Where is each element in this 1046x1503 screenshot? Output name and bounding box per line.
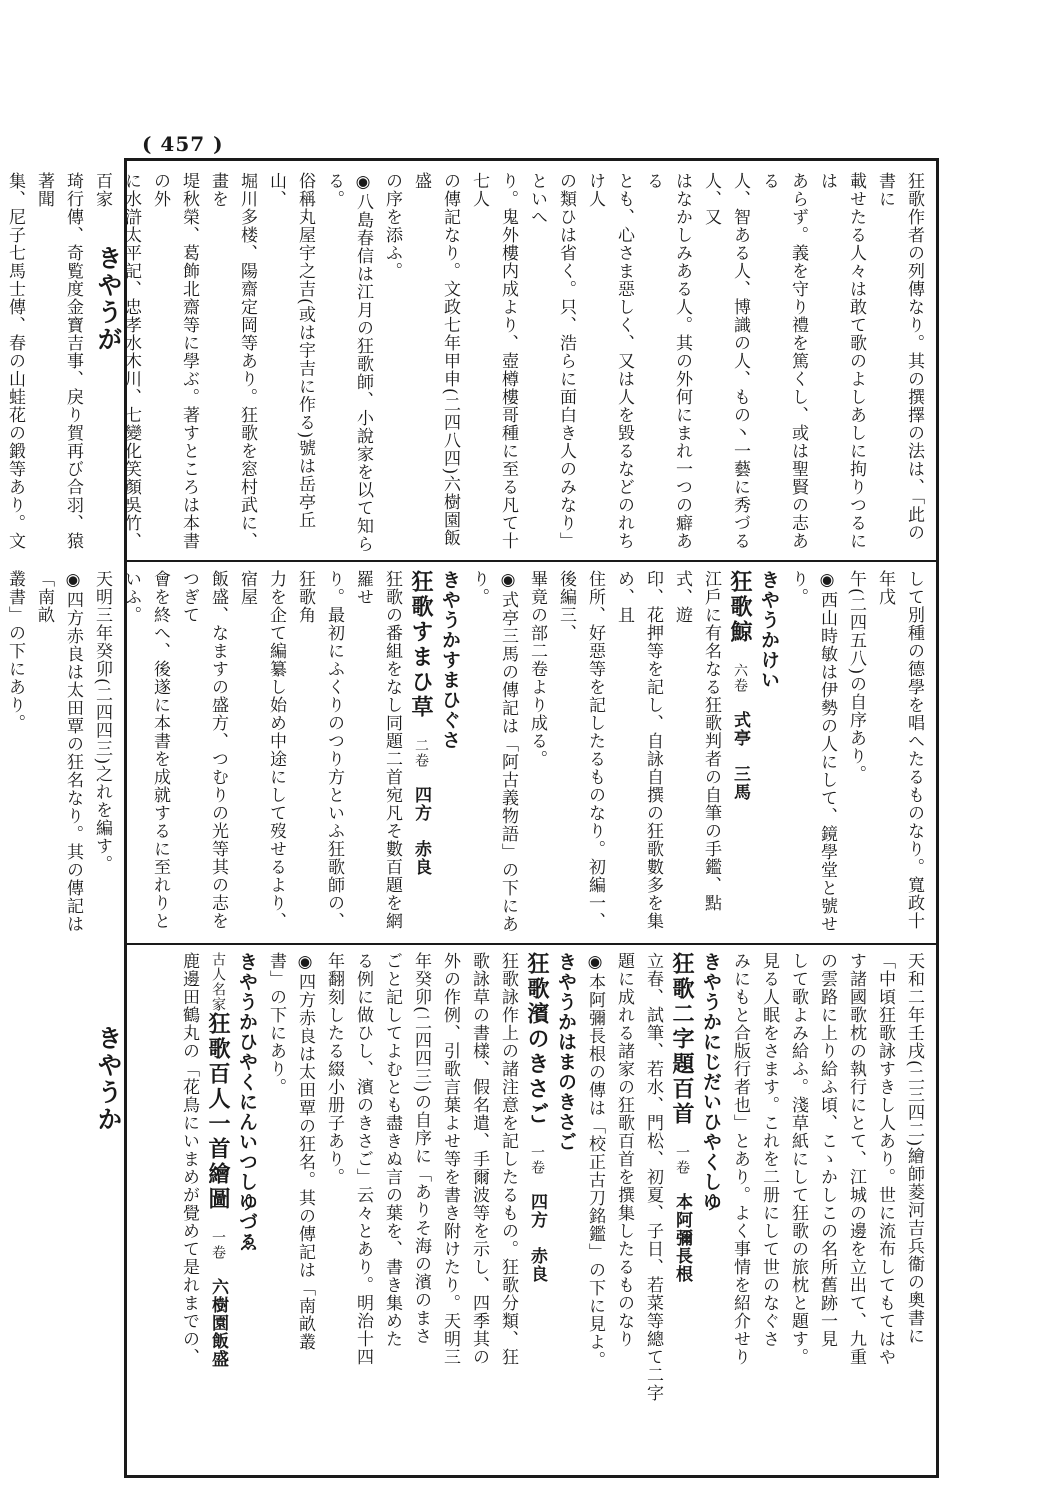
entry-heading: きやうかはまのきさご bbox=[555, 952, 577, 1152]
text-line: とも、心さま惡しく、又は人を毀るなどのれちけ人 bbox=[585, 172, 634, 550]
entry-title: 狂歌濱のきさご bbox=[524, 952, 550, 1127]
entry-author: 四方 赤良 bbox=[527, 1193, 547, 1283]
text-line: 堀川多楼、陽齋定岡等あり。狂歌を窓村武に、畫を bbox=[208, 172, 257, 550]
text-line: 書」の下にあり。 bbox=[266, 952, 286, 1096]
entry-heading: きやうかひやくにんいつしゆづゑ bbox=[236, 952, 258, 1252]
entry-title: 狂歌二字題百首 bbox=[669, 952, 695, 1127]
text-line: の雲路に上り給ふ頃、こゝかしこの名所舊跡一見 bbox=[817, 952, 837, 1348]
entry-title-line bbox=[522, 952, 551, 1470]
text-line: はなかしみある人。其の外何にまれ一つの癖ある bbox=[643, 172, 692, 550]
text-line: みにもと合版行者也」とあり。よく事情を紹介せり bbox=[730, 952, 750, 1366]
text-line: 叢書」の下にあり。 bbox=[5, 570, 25, 732]
text-line: に水滸太平記、忠孝水木川、七變化笑顏吳竹、百家 bbox=[92, 172, 141, 550]
text-line: して歌よみ給ふ。淺草紙にして狂歌の旅枕と題す。 bbox=[788, 952, 808, 1366]
entry-volume: 一卷 bbox=[529, 1145, 545, 1175]
text-line: 狂歌の番組をなし同題二首宛凡そ數百題を網羅せ bbox=[353, 570, 402, 930]
entry-volume: 六卷 bbox=[732, 663, 748, 693]
entry-title-prefix-bottom: 名家 bbox=[210, 982, 226, 1012]
divider-top-middle bbox=[124, 560, 939, 562]
text-line: ◉四方赤良は太田覃の狂名なり。其の傳記は「南畝 bbox=[34, 570, 83, 933]
text-line: 堤秋榮、葛飾北齋等に學ぶ。著すところは本書の外 bbox=[150, 172, 199, 550]
text-line: 會を終へ、後遂に本書を成就するに至れりといふ。 bbox=[121, 570, 170, 930]
text-line: 「中頃狂歌詠すきし人あり。世に流布してもてはや bbox=[875, 952, 895, 1366]
entry-heading: きやうかけい bbox=[758, 570, 780, 690]
text-line: 住所、好惡等を記したるものなり。初編一、後編三、 bbox=[556, 570, 605, 930]
text-line: 畢竟の部二卷より成る。 bbox=[527, 570, 547, 768]
entry-title: 狂歌鯨 bbox=[727, 570, 753, 645]
entry-heading: きやうかにじだいひやくしゆ bbox=[700, 952, 722, 1212]
margin-heading-lower: きやうか bbox=[94, 1025, 123, 1133]
text-line: 力を企て編纂し始め中途にして歿せるより、宿屋 bbox=[237, 570, 286, 930]
text-line: 俗稱丸屋宇之吉(或は宇吉に作る)號は岳亭丘山、 bbox=[266, 172, 315, 530]
text-line: あらず。義を守り禮を篤くし、或は聖賢の志ある bbox=[759, 172, 808, 550]
text-line: ◉式亭三馬の傳記は「阿古義物語」の下にあり。 bbox=[469, 570, 518, 933]
text-line: 午(二四五八)の自序あり。 bbox=[846, 570, 866, 784]
entry-title-line bbox=[725, 570, 754, 936]
margin-heading-upper: きやうが bbox=[94, 245, 123, 353]
text-line: ◉西山時敏は伊勢の人にして、鏡學堂と號せり。 bbox=[788, 570, 837, 933]
entry-author: 式亭 三馬 bbox=[730, 711, 750, 801]
middle-section-text bbox=[5, 570, 928, 936]
entry-title: 狂歌百人一首繪圖 bbox=[205, 1012, 231, 1212]
text-line: の類ひは省く。只、浩らに面白き人のみなり」といへ bbox=[527, 172, 576, 550]
text-line: ◉八島春信は江月の狂歌師、小說家を以て知らる。 bbox=[324, 172, 373, 553]
text-line: して別種の德學を唱へたるものなり。寬政十年戊 bbox=[875, 570, 924, 930]
text-line: 見る人眠をさます。これを二册にして世のなぐさ bbox=[759, 952, 779, 1348]
text-line: 題に成れる諸家の狂歌百首を撰集したるものなり bbox=[614, 952, 634, 1348]
text-line: 狂歌詠作上の諸注意を記したるもの。狂歌分類、狂 bbox=[498, 952, 518, 1366]
text-line: 外の作例、引歌言葉よせ等を書き附けたり。天明三 bbox=[440, 952, 460, 1366]
text-line: す諸國歌枕の執行にとて、江城の邊を立出て、九重 bbox=[846, 952, 866, 1366]
text-line: 印、花押等を記し、自詠自撰の狂歌數多を集め、且 bbox=[614, 570, 663, 930]
text-line: 人、智ある人、博識の人、もの丶一藝に秀づる人、又 bbox=[701, 172, 750, 550]
text-line: 天和二年壬戌(二三四二)繪師菱河吉兵衞の奧書に bbox=[904, 952, 924, 1346]
entry-volume: 二卷 bbox=[413, 738, 429, 768]
text-line: り。鬼外樓内成より、壺樽樓哥種に至る凡て十七人 bbox=[469, 172, 518, 550]
entry-title-prefix-top: 古人 bbox=[210, 952, 226, 982]
text-line: 飯盛、なますの盛方、つむりの光等其の志をつぎて bbox=[179, 570, 228, 930]
text-line: ◉四方赤良は太田覃の狂名。其の傳記は「南畝叢 bbox=[295, 952, 315, 1351]
entry-title: 狂歌すまひ草 bbox=[408, 570, 434, 720]
entry-title-line bbox=[203, 952, 232, 1470]
text-line: 鹿邊田鶴丸の「花鳥にいまめが覺めて是れまでの、 bbox=[179, 952, 199, 1366]
divider-middle-bottom bbox=[124, 943, 939, 945]
text-line: 集、尼子七馬士傳、春の山蛙花の鍛等あり。文 bbox=[5, 172, 25, 550]
page-number: ( 457 ) bbox=[142, 132, 224, 156]
text-line: る例に做ひし、濱のきさご」云々とあり。明治十四 bbox=[353, 952, 373, 1366]
entry-title-line bbox=[406, 570, 435, 936]
text-line: 江戶に有名なる狂歌判者の自筆の手鑑、點式、遊 bbox=[672, 570, 721, 912]
entry-heading: きやうかすまひぐさ bbox=[439, 570, 461, 750]
text-line: の序を添ふ。 bbox=[382, 172, 402, 280]
bottom-section-text bbox=[138, 952, 928, 1470]
text-line: 歌詠草の書樣、假名遣、手爾波等を示し、四季其の bbox=[469, 952, 489, 1366]
text-line: ◉本阿彌長根の傳は「校正古刀銘鑑」の下に見よ。 bbox=[585, 952, 605, 1369]
text-line: り。最初にふくりのつり方といふ狂歌師の、狂歌角 bbox=[295, 570, 344, 930]
text-line: 立春、試筆、若水、門松、初夏、子日、若菜等總て二字 bbox=[643, 952, 663, 1402]
entry-volume: 一卷 bbox=[674, 1145, 690, 1175]
entry-title-line bbox=[667, 952, 696, 1470]
entry-author: 本阿彌長根 bbox=[672, 1193, 692, 1283]
text-line: 載せたる人々は敢て歌のよしあしに拘りつるには bbox=[817, 172, 866, 550]
text-line: 琦行傳、奇覧度金寶吉事、戾り賀再び合羽、猿著聞 bbox=[34, 172, 83, 550]
text-line: 天明三年癸卯(二四四三)之れを編す。 bbox=[92, 570, 112, 874]
text-line: ごと記してよむとも盡きぬ言の葉を、書き集めた bbox=[382, 952, 402, 1348]
entry-author: 四方 赤良 bbox=[411, 786, 431, 876]
text-line: 年癸卯(二四四三)の自序に「ありそ海の濱のまさ bbox=[411, 952, 431, 1346]
text-line: 狂歌作者の列傳なり。其の撰擇の法は、「此の書に bbox=[875, 172, 924, 542]
text-line: の傳記なり。文政七年甲申(二四八四)六樹園飯盛 bbox=[411, 172, 460, 548]
text-line: 年翻刻したる綴小册子あり。 bbox=[324, 952, 344, 1186]
entry-volume: 一卷 bbox=[210, 1230, 226, 1260]
entry-author: 六樹園飯盛 bbox=[208, 1278, 228, 1368]
